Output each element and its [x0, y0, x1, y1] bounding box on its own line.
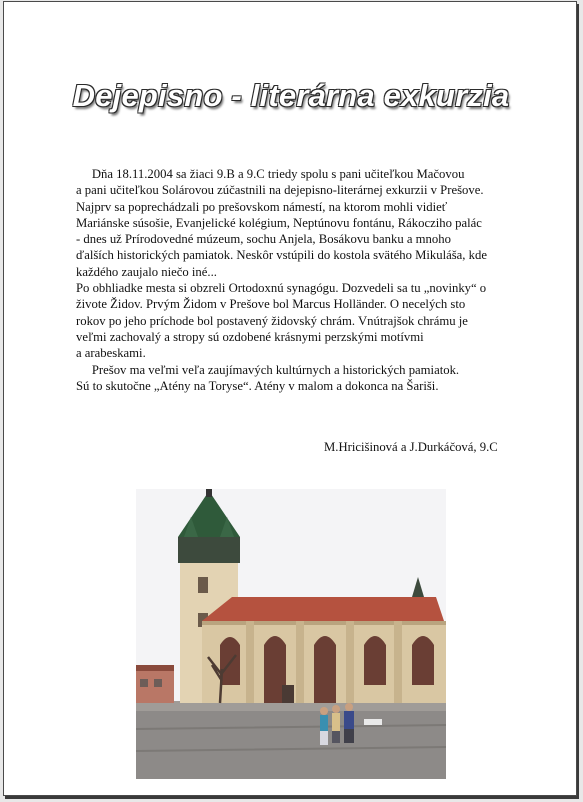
paragraph-line: živote Židov. Prvým Židom v Prešove bol Marcus Holländer. O necelých sto [76, 297, 466, 312]
paragraph-line: Najprv sa poprechádzali po prešovskom námestí, na ktorom mohli vidieť [76, 199, 448, 214]
authors-signature: M.Hricišinová a J.Durkáčová, 9.C [324, 440, 498, 454]
paragraph-line: a pani učiteľkou Solárovou zúčastnili na dejepisno-literárnej exkurzii v Prešove. [76, 183, 484, 198]
paragraph-line: ďalších historických pamiatok. Neskôr vstúpili do kostola svätého Mikuláša, kde [76, 248, 487, 263]
paragraph-line: Po obhliadke mesta si obzreli Ortodoxnú synagógu. Dozvedeli sa tu „novinky“ o [76, 281, 487, 296]
paragraph-line: každého zaujalo niečo iné... [76, 264, 217, 279]
document-title: Dejepisno - literárna exkurzia [72, 78, 510, 113]
church-of-st-nicholas-image [136, 489, 446, 779]
article-body [76, 166, 516, 394]
paragraph-line: - dnes už Prírodovedné múzeum, sochu Anjela, Bosákovu banku a mnoho [76, 232, 451, 247]
paragraph-line: Dňa 18.11.2004 sa žiaci 9.B a 9.C triedy spolu s pani učiteľkou Mačovou [76, 167, 465, 181]
paragraph-line: Prešov ma veľmi veľa zaujímavých kultúrnych a historických pamiatok. [76, 362, 460, 377]
document-page [3, 1, 577, 796]
paragraph-line: rokov po jeho príchode bol postavený židovský chrám. Vnútrajšok chrámu je [76, 313, 468, 328]
paragraph-line: a arabeskami. [76, 346, 146, 361]
paragraph-line: veľmi zachovalý a stropy sú ozdobené krásnymi perzskými motívmi [76, 329, 424, 344]
church-photo [136, 489, 446, 779]
paragraph-line: Sú to skutočne „Atény na Toryse“. Atény v malom a dokonca na Šariši. [76, 378, 439, 393]
paragraph-line: Mariánske súsošie, Evanjelické kolégium, Neptúnovu fontánu, Rákocziho palác [76, 215, 482, 230]
